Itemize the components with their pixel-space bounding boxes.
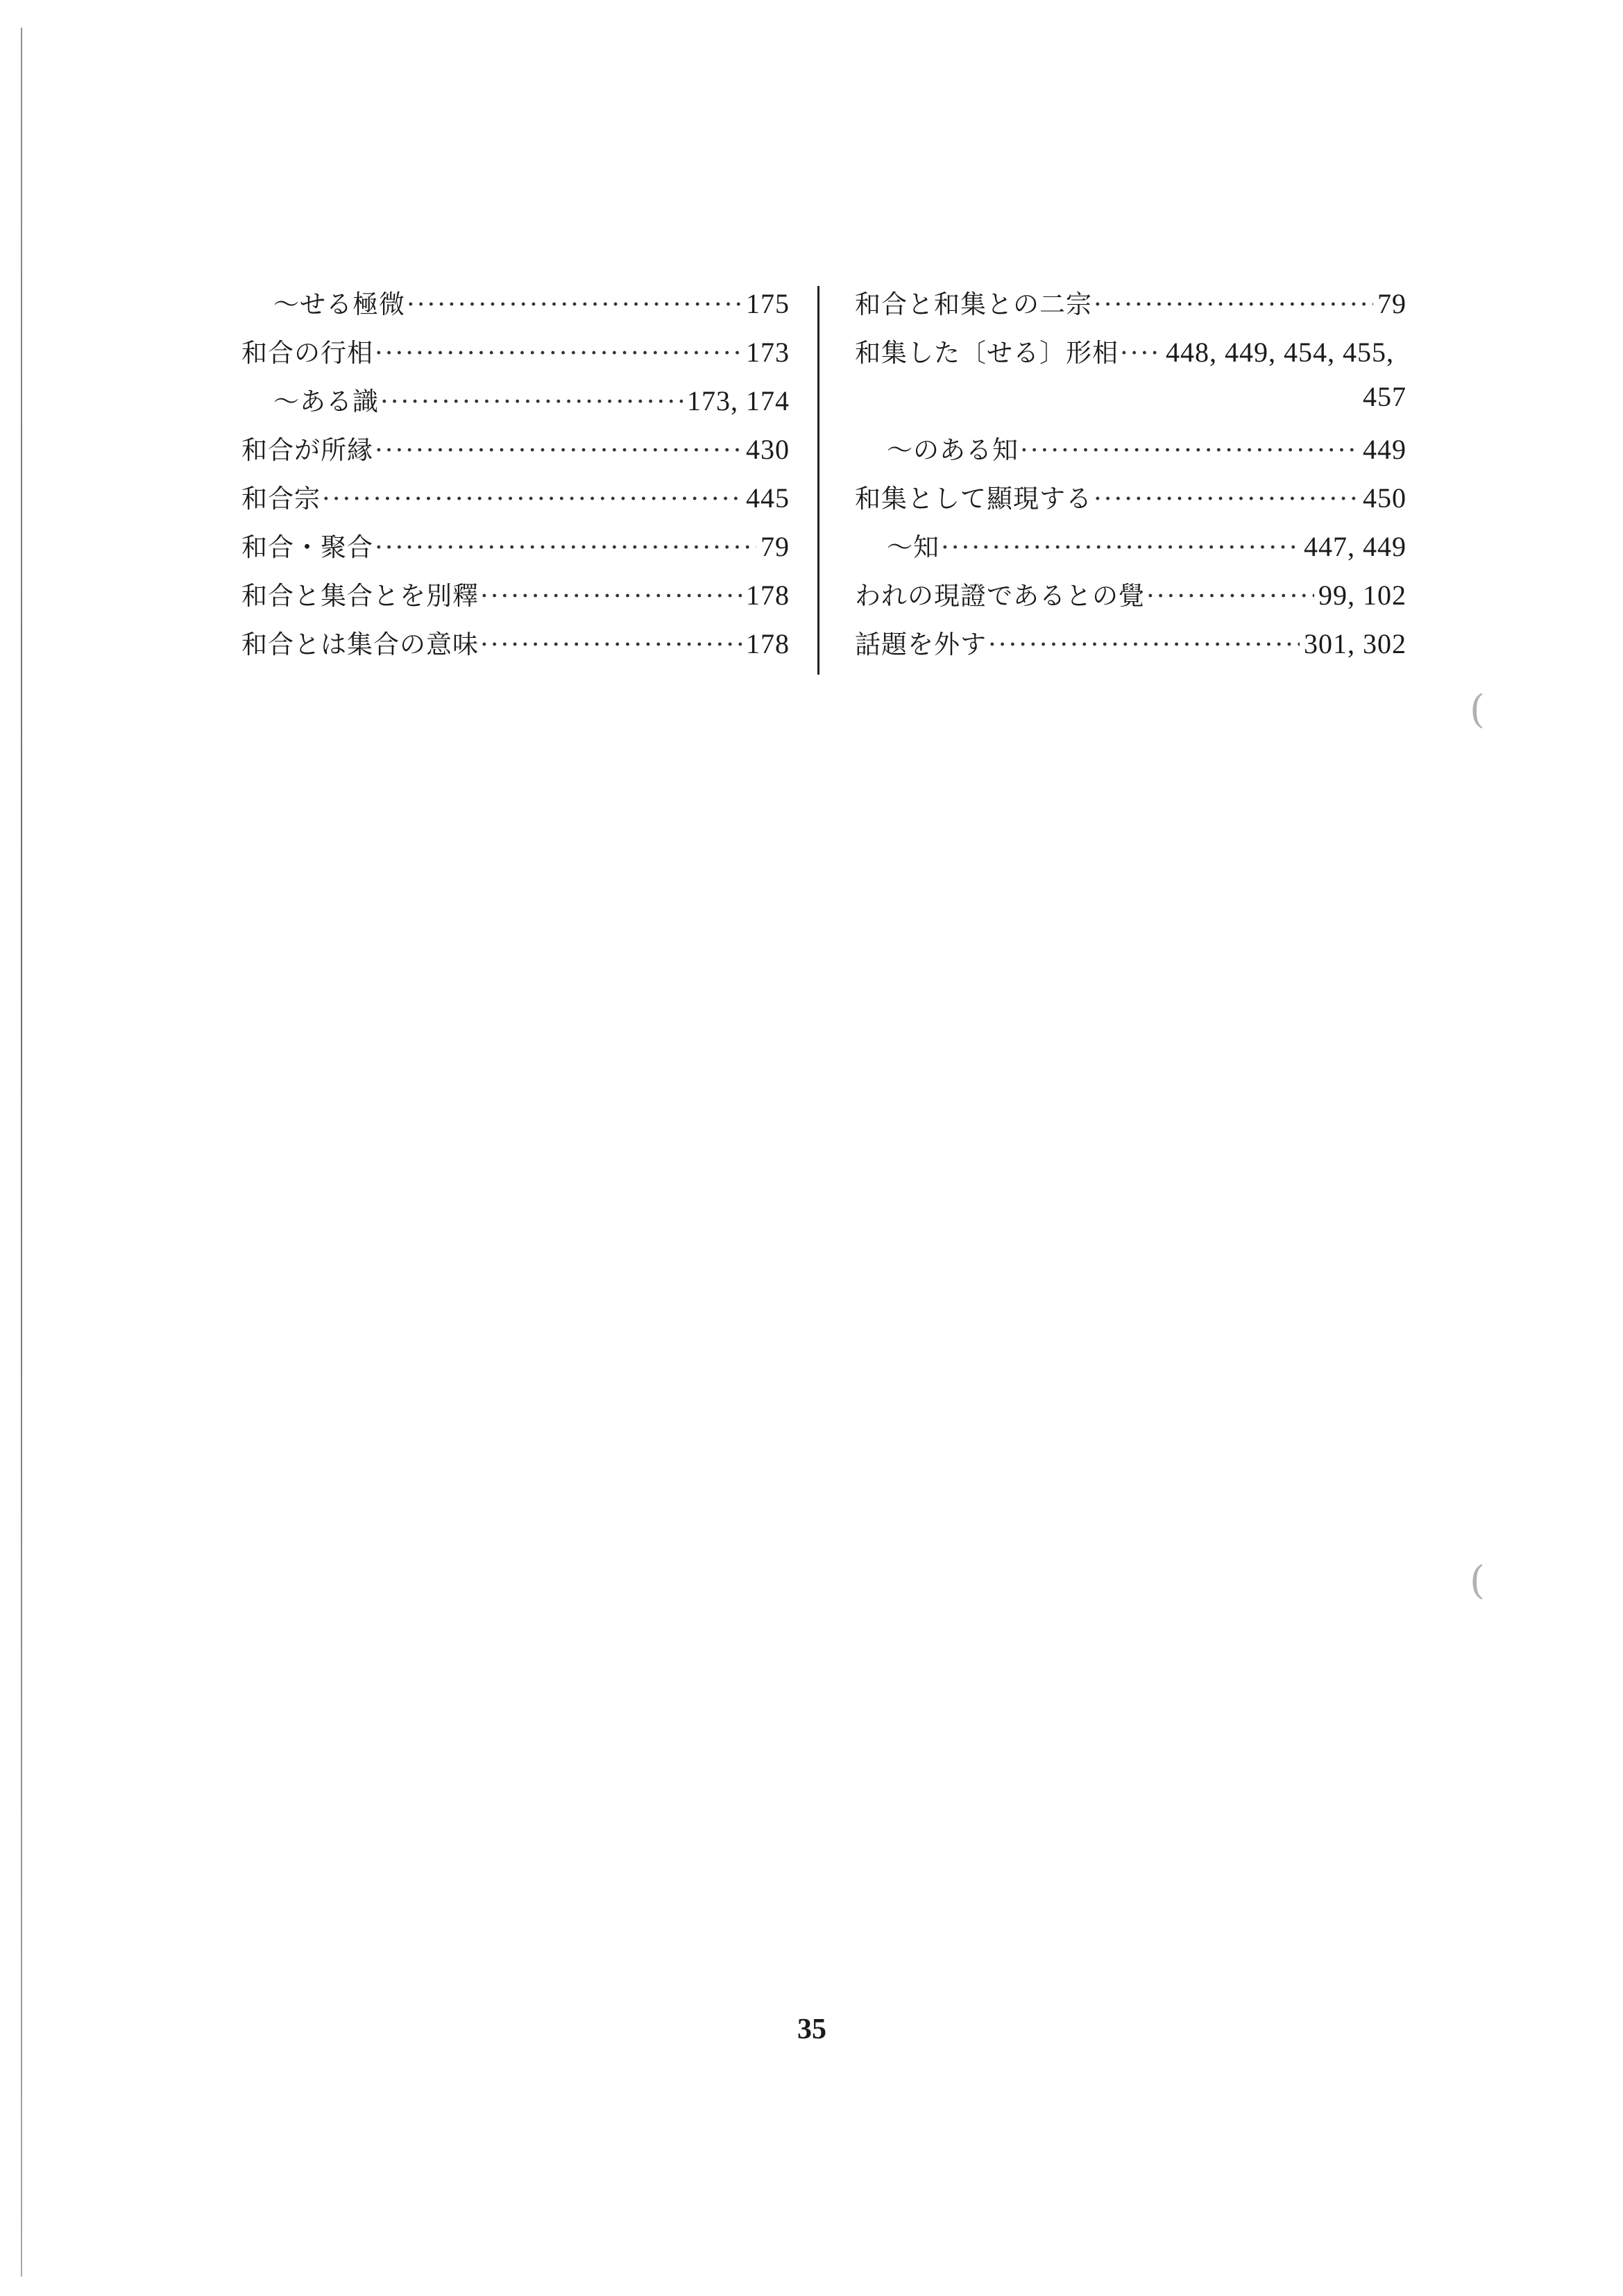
index-pages: 447, 449 xyxy=(1304,531,1407,562)
index-term: 和集した〔せる〕形相 xyxy=(855,338,1119,368)
index-term: 〜せる極微 xyxy=(273,289,405,319)
dot-leader xyxy=(1146,581,1314,611)
index-pages: 99, 102 xyxy=(1318,580,1407,611)
index-term: 〜知 xyxy=(887,532,940,562)
index-pages: 173, 174 xyxy=(687,385,790,416)
index-pages: 445 xyxy=(746,482,790,514)
index-pages: 301, 302 xyxy=(1304,628,1407,659)
index-term: 和合・聚合 xyxy=(241,532,373,562)
index-term: 話題を外す xyxy=(855,630,987,659)
index-entry xyxy=(855,429,1407,478)
index-entry xyxy=(855,623,1407,672)
index-pages: 178 xyxy=(746,628,790,659)
index-pages: 448, 449, 454, 455, xyxy=(1166,337,1394,368)
index-entry xyxy=(241,575,790,623)
dot-leader xyxy=(375,532,756,562)
index-pages: 175 xyxy=(746,288,790,319)
dot-leader xyxy=(480,630,742,659)
index-pages: 450 xyxy=(1363,482,1407,514)
index-entry xyxy=(241,526,790,575)
page-number: 35 xyxy=(797,2014,826,2045)
index-entry xyxy=(241,332,790,380)
dot-leader xyxy=(380,387,683,416)
index-pages: 449 xyxy=(1363,434,1407,465)
index-term: 〜のある知 xyxy=(887,435,1019,465)
dot-leader xyxy=(322,484,742,514)
index-entry-continuation xyxy=(855,380,1407,429)
index-term: 和集として顯現する xyxy=(855,484,1092,514)
index-pages: 79 xyxy=(1377,288,1407,319)
index-term: 和合の行相 xyxy=(241,338,373,368)
dot-leader xyxy=(480,581,742,611)
index-pages: 457 xyxy=(1363,381,1407,412)
index-entry xyxy=(241,380,790,429)
index-entry xyxy=(241,429,790,478)
index-entry xyxy=(241,623,790,672)
column-divider xyxy=(817,286,819,675)
index-entry xyxy=(855,283,1407,332)
index-column-left xyxy=(241,283,790,672)
index-pages: 79 xyxy=(760,531,790,562)
index-term: 〜ある識 xyxy=(273,387,379,416)
index-pages: 178 xyxy=(746,580,790,611)
dot-leader xyxy=(1094,484,1359,514)
index-entry xyxy=(855,575,1407,623)
dot-leader xyxy=(407,289,742,319)
index-entry xyxy=(241,283,790,332)
dot-leader xyxy=(1094,289,1373,319)
scan-mark: ( xyxy=(1470,1558,1485,1603)
index-pages: 430 xyxy=(746,434,790,465)
index-entry xyxy=(241,478,790,526)
index-term: われの現證であるとの覺 xyxy=(855,581,1145,611)
index-term: 和合とは集合の意味 xyxy=(241,630,479,659)
dot-leader xyxy=(375,435,742,465)
index-entry xyxy=(855,332,1407,380)
index-term: 和合宗 xyxy=(241,484,321,514)
index-term: 和合と和集との二宗 xyxy=(855,289,1092,319)
dot-leader xyxy=(1020,435,1359,465)
index-pages: 173 xyxy=(746,337,790,368)
dot-leader xyxy=(375,338,742,368)
index-column-right xyxy=(855,283,1407,672)
dot-leader xyxy=(941,532,1300,562)
index-term: 和合と集合とを別釋 xyxy=(241,581,479,611)
dot-leader xyxy=(988,630,1300,659)
dot-leader xyxy=(1120,338,1162,368)
index-entry xyxy=(855,526,1407,575)
index-entry xyxy=(855,478,1407,526)
binding-line xyxy=(21,28,22,2277)
scan-mark: ( xyxy=(1470,687,1485,732)
index-term: 和合が所縁 xyxy=(241,435,373,465)
